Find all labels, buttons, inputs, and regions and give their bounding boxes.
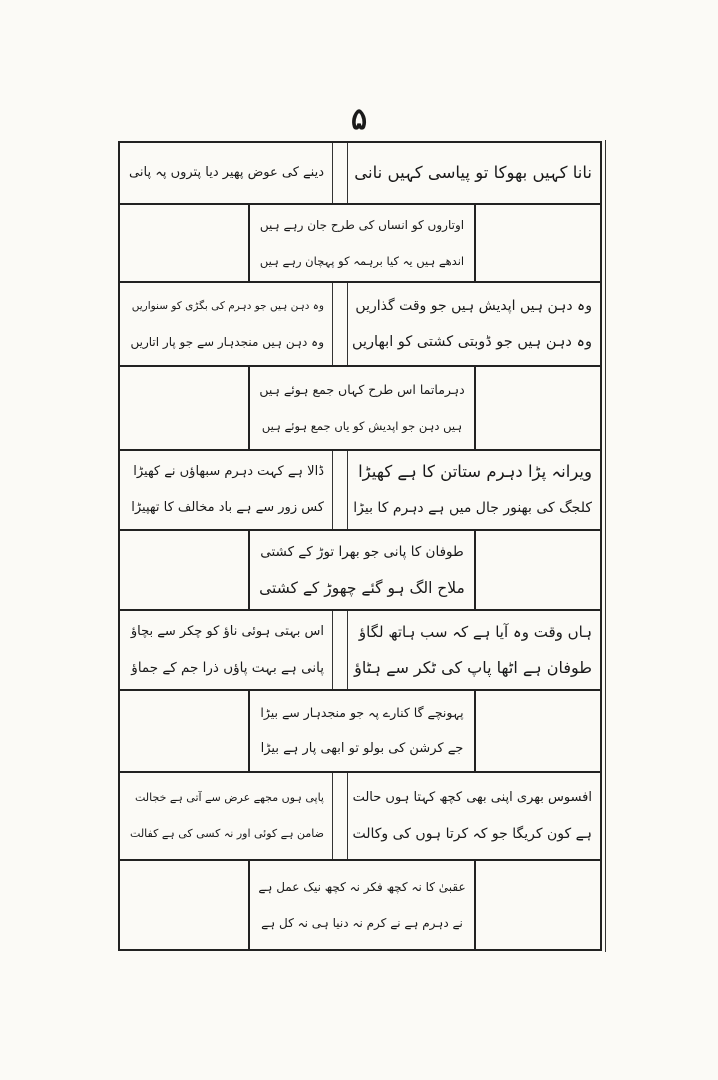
verse-right-cell [344,611,600,689]
verse-line: ہاں وقت وہ آیا ہے کہ سب ہاتھ لگاؤ [358,623,592,641]
verse-divider [332,773,348,859]
verse-line: وہ دہن ہیں منجدہار سے جو پار اتاریں [130,335,324,349]
verse-left-cell [120,451,332,529]
verse-divider [332,451,348,529]
verse-line: وہ دہن ہیں اپدیش ہیں جو وقت گذاریں [355,298,592,314]
verse-line: نے دہرم ہے نے کرم نہ دنیا ہی نہ کل ہے [261,916,463,930]
verse-line: پاپی ہوں مجھے عرض سے آتی ہے خجالت [134,791,324,804]
verse-left-cell [120,773,332,859]
verse-right-cell [344,773,600,859]
verse-line: کس زور سے ہے باد مخالف کا تھپیڑا [131,500,324,515]
verse-row [120,861,600,949]
verse-row [120,283,600,367]
verse-table [118,141,602,951]
verse-row [120,691,600,773]
verse-line: جے کرشن کی بولو تو ابھی پار ہے بیڑا [260,741,464,756]
verse-divider [332,143,348,203]
verse-row [120,143,600,205]
verse-line: اس بہتی ہوئی ناؤ کو چکر سے بچاؤ [130,624,324,639]
verse-line: کلجگ کی بھنور جال میں ہے دہرم کا بیڑا [353,500,592,516]
verse-line: ویرانہ پڑا دہرم ستاتن کا ہے کھیڑا [358,462,592,481]
verse-left-cell [120,611,332,689]
verse-center-cell [248,205,476,281]
verse-left-cell [120,143,332,203]
verse-center-cell [248,367,476,449]
verse-center-cell [248,531,476,609]
verse-line: طوفان ہے اٹھا پاپ کی ٹکر سے ہٹاؤ [354,658,592,677]
verse-right-cell [344,451,600,529]
verse-line: دینے کی عوض پھیر دیا پتروں پہ پانی [129,165,324,180]
verse-line: وہ دہن ہیں جو ڈوبتی کشتی کو ابھاریں [352,334,592,350]
verse-right-cell [344,143,600,203]
verse-line: پہونچے گا کنارے پہ جو منجدہار سے بیڑا [260,705,464,720]
verse-line: دہرماتما اس طرح کہاں جمع ہوئے ہیں [259,382,465,397]
verse-line: ڈالا ہے کہت دہرم سبھاؤں نے کھیڑا [133,464,324,479]
verse-line: اندھے ہیں یہ کیا برہمہ کو پہچان رہے ہیں [259,254,465,268]
verse-line: افسوس بھری اپنی بھی کچھ کہتا ہوں حالت [352,790,592,805]
verse-row [120,367,600,451]
verse-row [120,611,600,691]
verse-row [120,205,600,283]
verse-line: اوتاروں کو انساں کی طرح جان رہے ہیں [259,218,465,232]
verse-right-cell [344,283,600,365]
verse-row [120,451,600,531]
verse-divider [332,611,348,689]
verse-row [120,773,600,861]
verse-line: طوفان کا پانی جو بھرا توڑ کے کشتی [260,544,464,560]
verse-row [120,531,600,611]
verse-center-cell [248,861,476,949]
verse-line: نانا کہیں بھوکا تو پیاسی کہیں نانی [354,163,592,182]
verse-divider [332,283,348,365]
verse-line: عقبیٰ کا نہ کچھ فکر نہ کچھ نیک عمل ہے [258,880,466,894]
verse-line: ہے کون کریگا جو کہ کرتا ہوں کی وکالت [352,826,592,842]
verse-line: ضامن ہے کوئی اور نہ کسی کی ہے کفالت [130,827,324,840]
page-number: ۵ [350,102,368,137]
verse-line: ملاح الگ ہو گئے چھوڑ کے کشتی [259,579,465,597]
verse-line: وہ دہن ہیں جو دہرم کی بگڑی کو سنواریں [131,300,324,312]
verse-line: ہیں دہن جو اپدیش کو یاں جمع ہوئے ہیں [261,419,463,433]
verse-center-cell [248,691,476,771]
verse-left-cell [120,283,332,365]
verse-line: پانی ہے بہت پاؤں ذرا جم کے جماؤ [131,660,324,676]
